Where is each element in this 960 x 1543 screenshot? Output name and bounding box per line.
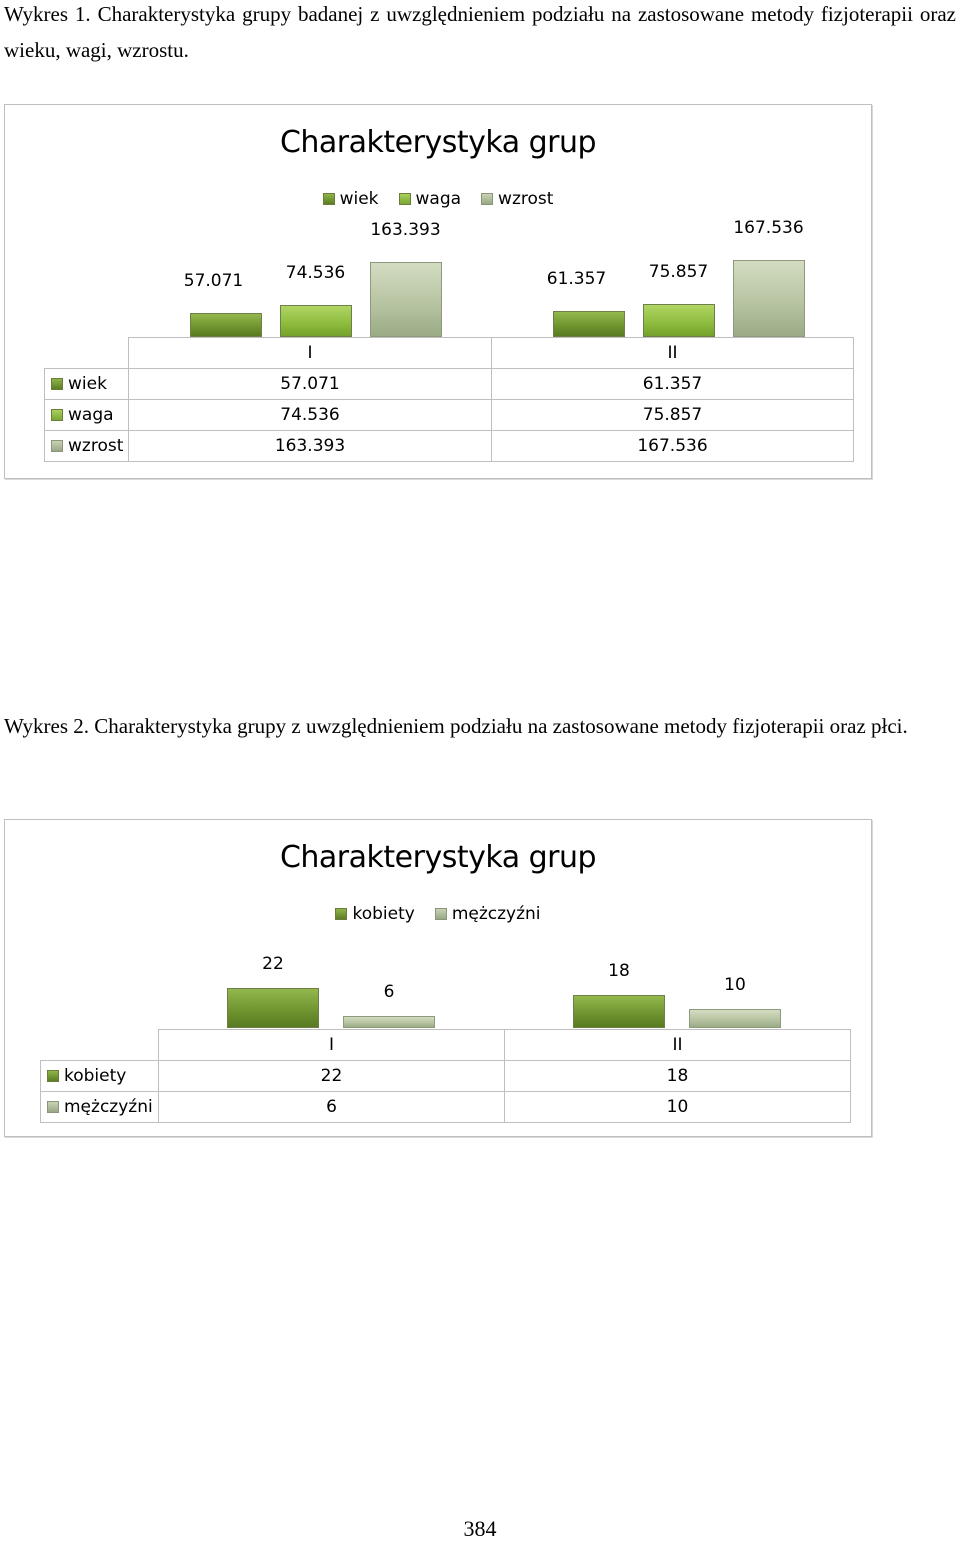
row-swatch-wiek	[51, 378, 63, 390]
table-row: wzrost 163.393 167.536	[45, 431, 854, 462]
figure-2-caption: Wykres 2. Charakterystyka grupy z uwzględnieniem podziału na zastosowane metody fizjoterapii oraz płci.	[4, 714, 908, 738]
bar-waga-I	[280, 305, 352, 337]
bar-wzrost-II	[733, 260, 805, 337]
bar-wzrost-I	[370, 262, 442, 337]
data-label-wzrost-II: 167.536	[733, 218, 804, 239]
data-label-wiek-II: 61.357	[546, 268, 607, 289]
table-row: mężczyźni 6 10	[41, 1092, 851, 1123]
table-col-I: I	[159, 1030, 505, 1061]
bar-mężczyźni-I	[343, 1016, 435, 1028]
row-swatch-mezczyzni	[47, 1101, 59, 1113]
row-swatch-waga	[51, 409, 63, 421]
data-label-kobiety-II: 18	[608, 961, 630, 981]
table-col-II: II	[505, 1030, 851, 1061]
chart-1-title: Charakterystyka grup	[279, 125, 597, 160]
data-label-wiek-I: 57.071	[183, 270, 244, 291]
data-label-wzrost-I: 163.393	[370, 220, 441, 241]
table-row: wiek 57.071 61.357	[45, 369, 854, 400]
bar-mężczyźni-II	[689, 1009, 781, 1028]
legend-item-waga: waga	[399, 189, 462, 209]
bar-waga-II	[643, 304, 715, 337]
chart-1-data-table	[44, 337, 854, 462]
table-col-I: I	[129, 338, 492, 369]
table-row: kobiety 22 18	[41, 1061, 851, 1092]
row-swatch-kobiety	[47, 1070, 59, 1082]
table-row: waga 74.536 75.857	[45, 400, 854, 431]
bar-kobiety-II	[573, 995, 665, 1028]
table-col-II: II	[492, 338, 854, 369]
chart-2-title: Charakterystyka grup	[279, 840, 597, 875]
legend-item-mezczyzni: mężczyźni	[435, 904, 541, 924]
data-label-kobiety-I: 22	[262, 954, 284, 974]
legend-item-wzrost: wzrost	[481, 189, 553, 209]
data-label-waga-II: 75.857	[648, 262, 709, 283]
bar-wiek-I	[190, 313, 262, 337]
data-label-mężczyźni-II: 10	[724, 975, 746, 995]
page-number: 384	[463, 1516, 497, 1541]
chart-2	[4, 819, 872, 1137]
legend-item-kobiety: kobiety	[335, 904, 414, 924]
legend-item-wiek: wiek	[323, 189, 379, 209]
bar-kobiety-I	[227, 988, 319, 1028]
data-label-waga-I: 74.536	[285, 262, 346, 283]
bar-wiek-II	[553, 311, 625, 337]
chart-2-data-table	[40, 1029, 851, 1123]
row-swatch-wzrost	[51, 440, 63, 452]
data-label-mężczyźni-I: 6	[383, 982, 395, 1002]
figure-1-caption: Wykres 1. Charakterystyka grupy badanej z uwzględnieniem podziału na zastosowane metody fizjoterapii oraz wieku, wagi, wzrostu.	[4, 2, 956, 62]
chart-1	[4, 104, 872, 479]
